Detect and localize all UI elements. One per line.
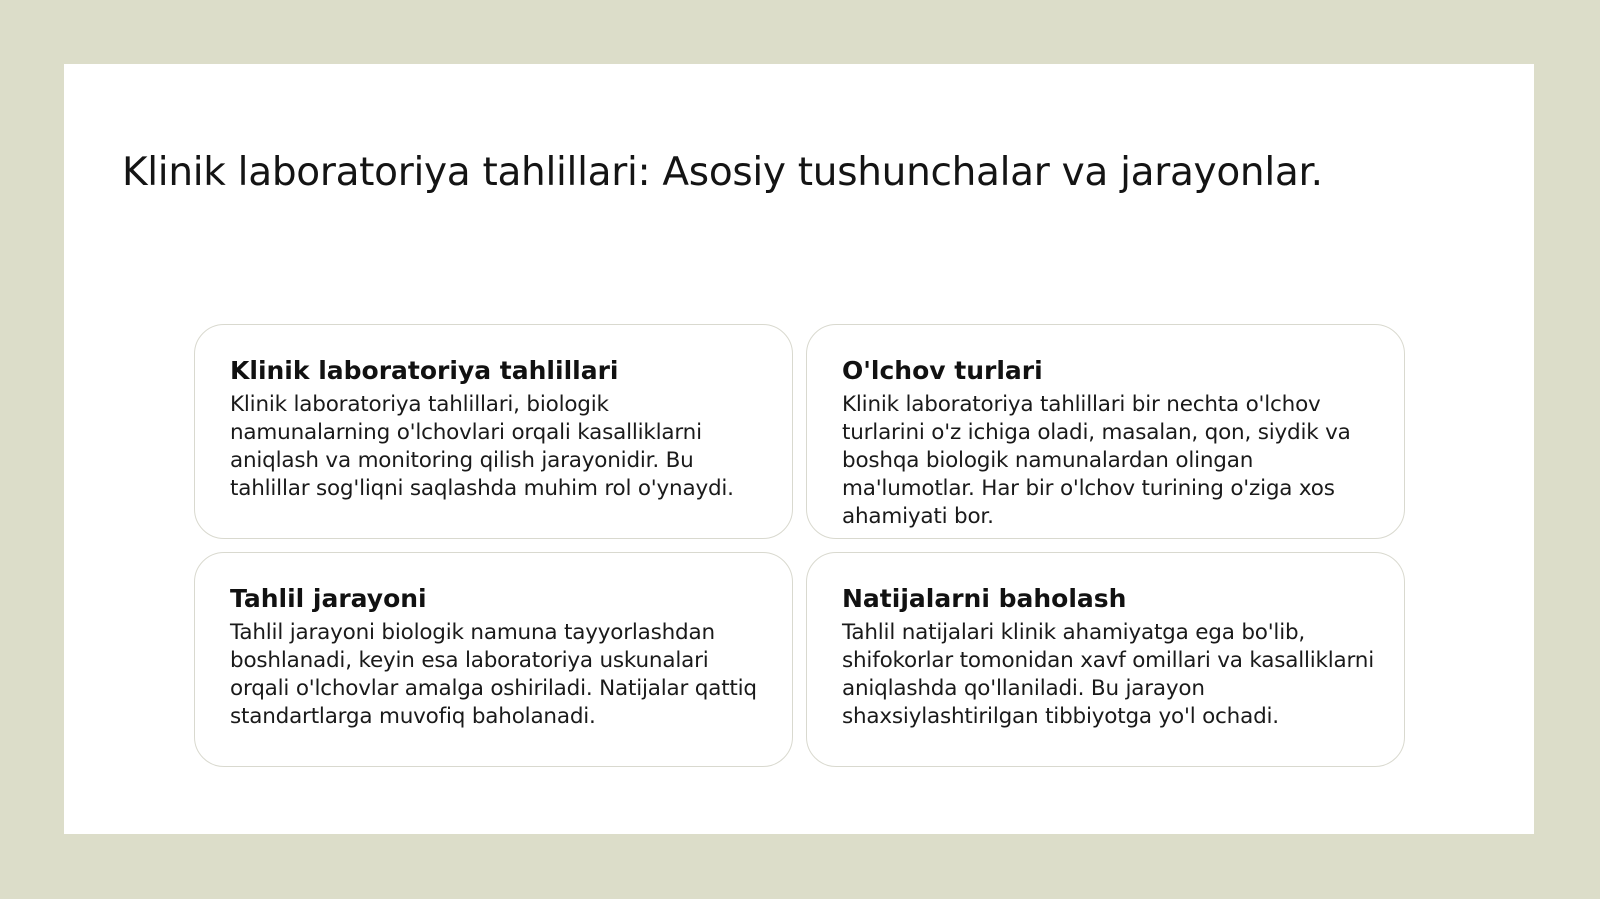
card-body: Tahlil jarayoni biologik namuna tayyorlashdan boshlanadi, keyin esa laboratoriya uskunalari orqali o'lchovlar amalga oshiriladi. Natijalar qattiq standartlarga muvofiq baholanadi. [230,620,757,729]
card-body: Tahlil natijalari klinik ahamiyatga ega bo'lib, shifokorlar tomonidan xavf omillari va kasalliklarni aniqlashda qo'llaniladi. Bu jarayon shaxsiylashtirilgan tibbiyotga yo'l ochadi. [842,620,1374,729]
card-title: Natijalarni baholash [842,584,1127,613]
card-title: Tahlil jarayoni [230,584,427,613]
slide [64,64,1534,834]
card-tahlil-jarayoni [194,552,793,767]
card-body: Klinik laboratoriya tahlillari, biologik namunalarning o'lchovlari orqali kasalliklarni aniqlash va monitoring qilish jarayonidir. Bu tahlillar sog'liqni saqlashda muhim rol o'ynaydi. [230,392,734,501]
slide-title: Klinik laboratoriya tahlillari: Asosiy tushunchalar va jarayonlar. [122,150,1323,195]
card-natijalarni-baholash [806,552,1405,767]
card-body: Klinik laboratoriya tahlillari bir nechta o'lchov turlarini o'z ichiga oladi, masalan, qon, siydik va boshqa biologik namunalardan olingan ma'lumotlar. Har bir o'lchov turining o'ziga xos ahamiyati bor. [842,392,1351,529]
card-title: O'lchov turlari [842,356,1043,385]
card-olchov-turlari [806,324,1405,539]
card-klinik-laboratoriya [194,324,793,539]
card-title: Klinik laboratoriya tahlillari [230,356,619,385]
